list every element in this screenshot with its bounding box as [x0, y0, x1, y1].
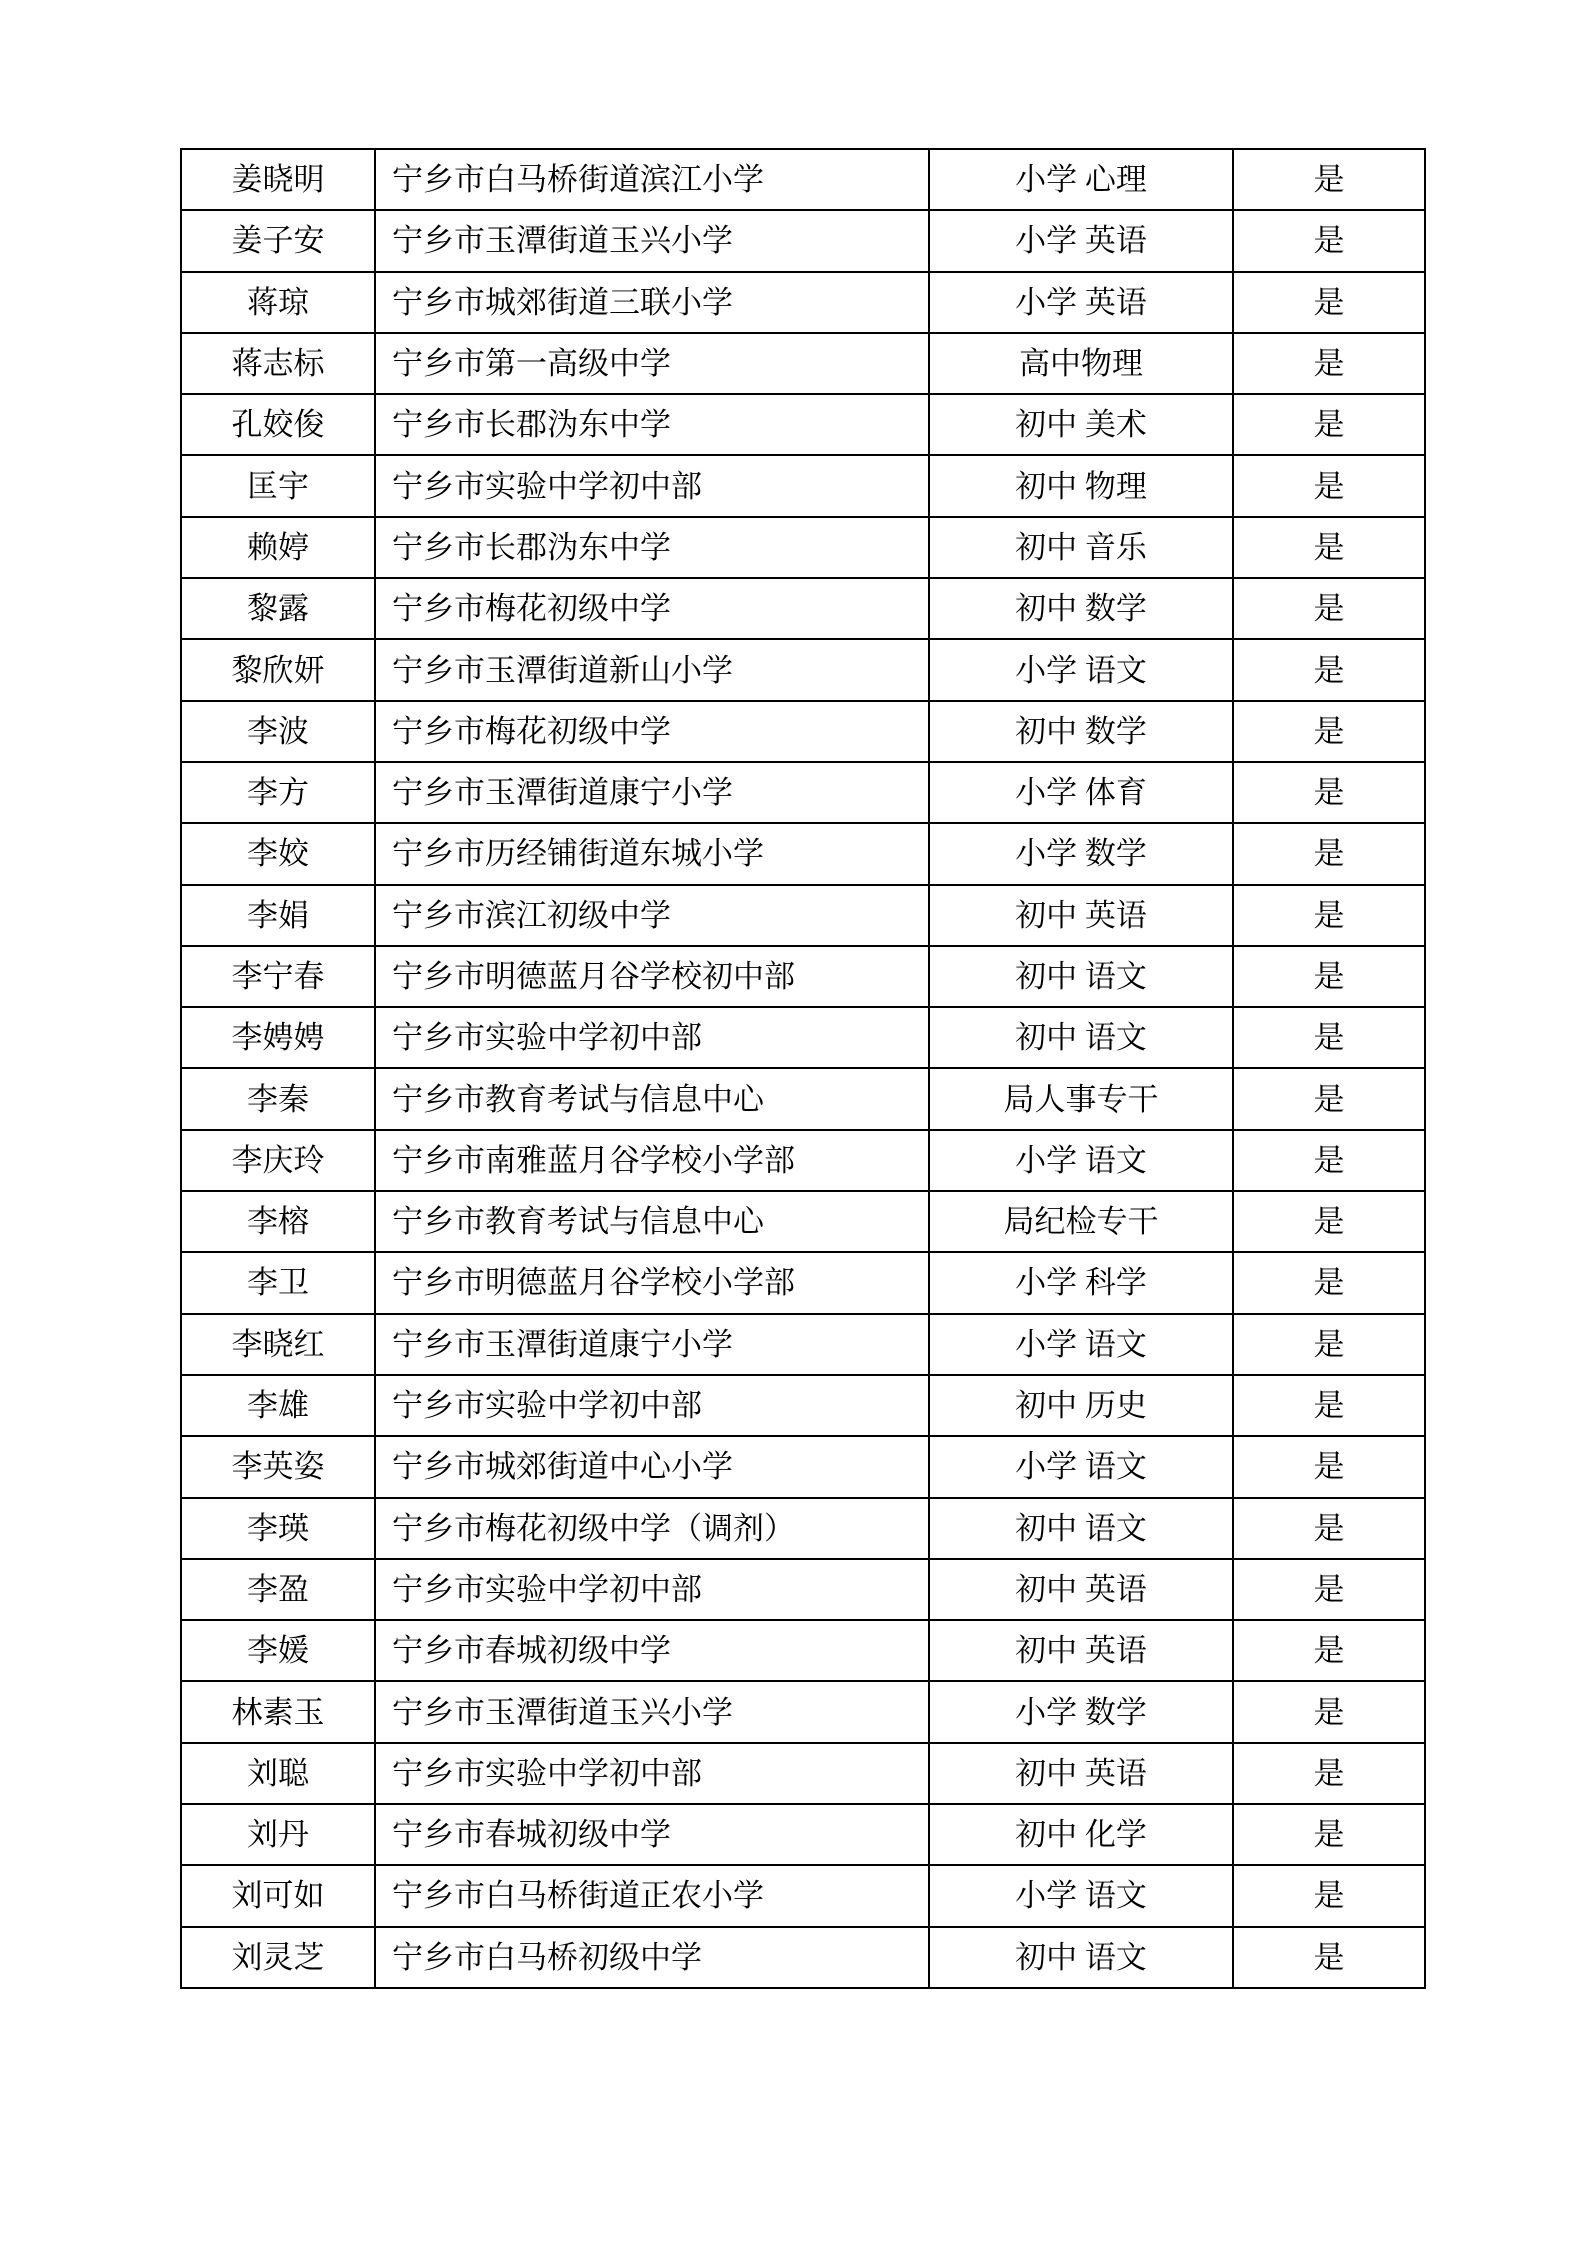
table-row [181, 762, 1425, 823]
subject-cell: 初中 美术 [929, 394, 1233, 455]
name-cell: 姜子安 [181, 210, 375, 271]
subject-cell: 小学 语文 [929, 639, 1233, 700]
school-cell: 宁乡市白马桥街道滨江小学 [375, 149, 929, 210]
approved-cell: 是 [1233, 762, 1425, 823]
table-row [181, 1007, 1425, 1068]
name-cell: 刘丹 [181, 1804, 375, 1865]
name-cell: 李盈 [181, 1559, 375, 1620]
name-cell: 黎欣妍 [181, 639, 375, 700]
table-row [181, 1804, 1425, 1865]
table-row [181, 1559, 1425, 1620]
table-row [181, 701, 1425, 762]
name-cell: 李英姿 [181, 1436, 375, 1497]
name-cell: 李波 [181, 701, 375, 762]
table-row [181, 1436, 1425, 1497]
approved-cell: 是 [1233, 517, 1425, 578]
approved-cell: 是 [1233, 639, 1425, 700]
name-cell: 李宁春 [181, 946, 375, 1007]
name-cell: 赖婷 [181, 517, 375, 578]
school-cell: 宁乡市玉潭街道玉兴小学 [375, 1681, 929, 1742]
school-cell: 宁乡市春城初级中学 [375, 1620, 929, 1681]
name-cell: 刘灵芝 [181, 1927, 375, 1988]
approved-cell: 是 [1233, 1620, 1425, 1681]
name-cell: 李榕 [181, 1191, 375, 1252]
school-cell: 宁乡市教育考试与信息中心 [375, 1068, 929, 1129]
school-cell: 宁乡市白马桥初级中学 [375, 1927, 929, 1988]
school-cell: 宁乡市教育考试与信息中心 [375, 1191, 929, 1252]
approved-cell: 是 [1233, 210, 1425, 271]
approved-cell: 是 [1233, 701, 1425, 762]
table-row [181, 1865, 1425, 1926]
name-cell: 李媛 [181, 1620, 375, 1681]
school-cell: 宁乡市玉潭街道康宁小学 [375, 762, 929, 823]
subject-cell: 小学 心理 [929, 149, 1233, 210]
name-cell: 李娉娉 [181, 1007, 375, 1068]
approved-cell: 是 [1233, 394, 1425, 455]
subject-cell: 初中 数学 [929, 578, 1233, 639]
subject-cell: 初中 英语 [929, 1620, 1233, 1681]
approved-cell: 是 [1233, 1191, 1425, 1252]
table-row [181, 455, 1425, 516]
approved-cell: 是 [1233, 149, 1425, 210]
subject-cell: 初中 语文 [929, 946, 1233, 1007]
table-row [181, 517, 1425, 578]
teacher-roster-table [180, 148, 1426, 1989]
name-cell: 林素玉 [181, 1681, 375, 1742]
approved-cell: 是 [1233, 1498, 1425, 1559]
subject-cell: 小学 语文 [929, 1865, 1233, 1926]
school-cell: 宁乡市城郊街道中心小学 [375, 1436, 929, 1497]
subject-cell: 初中 语文 [929, 1498, 1233, 1559]
approved-cell: 是 [1233, 823, 1425, 884]
approved-cell: 是 [1233, 1559, 1425, 1620]
approved-cell: 是 [1233, 1681, 1425, 1742]
table-row [181, 1681, 1425, 1742]
subject-cell: 小学 英语 [929, 210, 1233, 271]
approved-cell: 是 [1233, 455, 1425, 516]
approved-cell: 是 [1233, 1804, 1425, 1865]
school-cell: 宁乡市玉潭街道玉兴小学 [375, 210, 929, 271]
name-cell: 李方 [181, 762, 375, 823]
table-row [181, 639, 1425, 700]
subject-cell: 初中 化学 [929, 1804, 1233, 1865]
school-cell: 宁乡市南雅蓝月谷学校小学部 [375, 1130, 929, 1191]
table-row [181, 1927, 1425, 1988]
name-cell: 李姣 [181, 823, 375, 884]
school-cell: 宁乡市长郡沩东中学 [375, 394, 929, 455]
school-cell: 宁乡市玉潭街道康宁小学 [375, 1314, 929, 1375]
approved-cell: 是 [1233, 1865, 1425, 1926]
school-cell: 宁乡市明德蓝月谷学校初中部 [375, 946, 929, 1007]
name-cell: 蒋琼 [181, 272, 375, 333]
table-row [181, 149, 1425, 210]
school-cell: 宁乡市玉潭街道新山小学 [375, 639, 929, 700]
approved-cell: 是 [1233, 1007, 1425, 1068]
school-cell: 宁乡市实验中学初中部 [375, 455, 929, 516]
subject-cell: 初中 英语 [929, 1743, 1233, 1804]
school-cell: 宁乡市历经铺街道东城小学 [375, 823, 929, 884]
approved-cell: 是 [1233, 1375, 1425, 1436]
school-cell: 宁乡市实验中学初中部 [375, 1559, 929, 1620]
subject-cell: 小学 体育 [929, 762, 1233, 823]
name-cell: 李晓红 [181, 1314, 375, 1375]
name-cell: 孔姣俊 [181, 394, 375, 455]
name-cell: 李卫 [181, 1252, 375, 1313]
approved-cell: 是 [1233, 1130, 1425, 1191]
approved-cell: 是 [1233, 1068, 1425, 1129]
subject-cell: 初中 英语 [929, 885, 1233, 946]
subject-cell: 小学 语文 [929, 1436, 1233, 1497]
table-row [181, 823, 1425, 884]
approved-cell: 是 [1233, 1252, 1425, 1313]
subject-cell: 小学 英语 [929, 272, 1233, 333]
table-row [181, 333, 1425, 394]
subject-cell: 初中 语文 [929, 1007, 1233, 1068]
table-body [181, 149, 1425, 1988]
approved-cell: 是 [1233, 272, 1425, 333]
school-cell: 宁乡市春城初级中学 [375, 1804, 929, 1865]
table-row [181, 885, 1425, 946]
school-cell: 宁乡市梅花初级中学 [375, 578, 929, 639]
school-cell: 宁乡市实验中学初中部 [375, 1375, 929, 1436]
school-cell: 宁乡市长郡沩东中学 [375, 517, 929, 578]
name-cell: 蒋志标 [181, 333, 375, 394]
subject-cell: 初中 音乐 [929, 517, 1233, 578]
subject-cell: 小学 语文 [929, 1130, 1233, 1191]
name-cell: 李雄 [181, 1375, 375, 1436]
approved-cell: 是 [1233, 333, 1425, 394]
school-cell: 宁乡市滨江初级中学 [375, 885, 929, 946]
subject-cell: 高中物理 [929, 333, 1233, 394]
table-row [181, 1743, 1425, 1804]
school-cell: 宁乡市实验中学初中部 [375, 1007, 929, 1068]
school-cell: 宁乡市明德蓝月谷学校小学部 [375, 1252, 929, 1313]
table-row [181, 1130, 1425, 1191]
name-cell: 李瑛 [181, 1498, 375, 1559]
name-cell: 刘可如 [181, 1865, 375, 1926]
subject-cell: 初中 数学 [929, 701, 1233, 762]
table-row [181, 1068, 1425, 1129]
school-cell: 宁乡市实验中学初中部 [375, 1743, 929, 1804]
subject-cell: 小学 语文 [929, 1314, 1233, 1375]
subject-cell: 局纪检专干 [929, 1191, 1233, 1252]
subject-cell: 小学 科学 [929, 1252, 1233, 1313]
approved-cell: 是 [1233, 1314, 1425, 1375]
name-cell: 黎露 [181, 578, 375, 639]
approved-cell: 是 [1233, 1436, 1425, 1497]
table-row [181, 1252, 1425, 1313]
table-row [181, 272, 1425, 333]
table-row [181, 946, 1425, 1007]
table-row [181, 1375, 1425, 1436]
school-cell: 宁乡市第一高级中学 [375, 333, 929, 394]
school-cell: 宁乡市城郊街道三联小学 [375, 272, 929, 333]
subject-cell: 小学 数学 [929, 823, 1233, 884]
name-cell: 李庆玲 [181, 1130, 375, 1191]
approved-cell: 是 [1233, 885, 1425, 946]
table-row [181, 1191, 1425, 1252]
table-row [181, 1620, 1425, 1681]
subject-cell: 初中 历史 [929, 1375, 1233, 1436]
subject-cell: 初中 物理 [929, 455, 1233, 516]
subject-cell: 小学 数学 [929, 1681, 1233, 1742]
name-cell: 李秦 [181, 1068, 375, 1129]
table-row [181, 1498, 1425, 1559]
subject-cell: 初中 英语 [929, 1559, 1233, 1620]
approved-cell: 是 [1233, 946, 1425, 1007]
table-row [181, 210, 1425, 271]
name-cell: 姜晓明 [181, 149, 375, 210]
approved-cell: 是 [1233, 578, 1425, 639]
table-row [181, 1314, 1425, 1375]
school-cell: 宁乡市白马桥街道正农小学 [375, 1865, 929, 1926]
table-row [181, 394, 1425, 455]
approved-cell: 是 [1233, 1743, 1425, 1804]
subject-cell: 局人事专干 [929, 1068, 1233, 1129]
school-cell: 宁乡市梅花初级中学（调剂） [375, 1498, 929, 1559]
name-cell: 刘聪 [181, 1743, 375, 1804]
approved-cell: 是 [1233, 1927, 1425, 1988]
name-cell: 李娟 [181, 885, 375, 946]
subject-cell: 初中 语文 [929, 1927, 1233, 1988]
name-cell: 匡宇 [181, 455, 375, 516]
table-row [181, 578, 1425, 639]
school-cell: 宁乡市梅花初级中学 [375, 701, 929, 762]
